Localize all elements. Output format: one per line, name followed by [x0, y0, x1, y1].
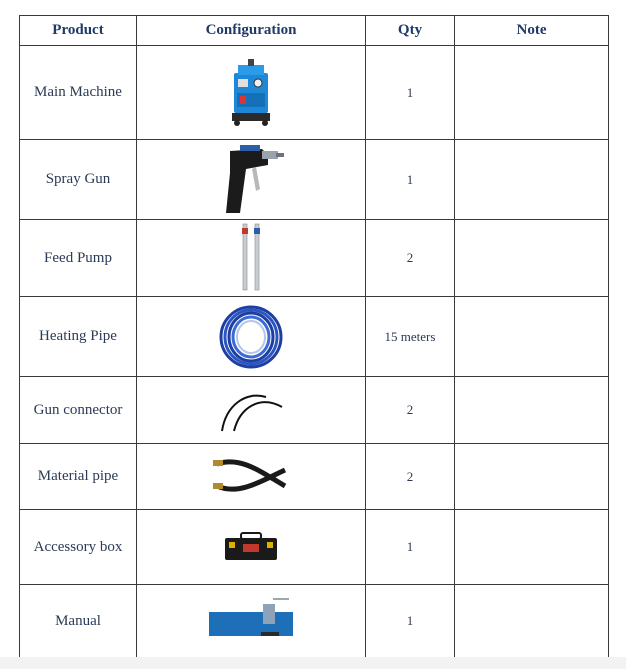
- manual-document-icon: [209, 596, 293, 646]
- header-configuration: Configuration: [137, 16, 366, 46]
- configuration-cell: [137, 585, 366, 658]
- product-cell: Main Machine: [20, 46, 137, 140]
- table-row: [20, 444, 609, 510]
- configuration-cell: [137, 297, 366, 377]
- configuration-table: [19, 15, 609, 658]
- note-cell: [455, 444, 609, 510]
- table-row: [20, 377, 609, 444]
- product-cell: Gun connector: [20, 377, 137, 444]
- note-cell: [455, 510, 609, 585]
- qty-cell: 2: [366, 220, 455, 297]
- product-cell: Accessory box: [20, 510, 137, 585]
- configuration-cell: [137, 46, 366, 140]
- hose-coil-icon: [218, 304, 284, 370]
- table-row: [20, 46, 609, 140]
- note-cell: [455, 377, 609, 444]
- table-row: [20, 297, 609, 377]
- configuration-cell: [137, 377, 366, 444]
- note-cell: [455, 46, 609, 140]
- table-row: [20, 140, 609, 220]
- material-hose-icon: [211, 452, 291, 502]
- configuration-cell: [137, 140, 366, 220]
- qty-cell: 1: [366, 140, 455, 220]
- page-footer-band: [0, 657, 626, 669]
- qty-cell: 2: [366, 444, 455, 510]
- table-row: [20, 510, 609, 585]
- table-row: [20, 220, 609, 297]
- configuration-cell: [137, 444, 366, 510]
- header-qty: Qty: [366, 16, 455, 46]
- qty-cell: 1: [366, 510, 455, 585]
- toolbox-icon: [223, 532, 279, 562]
- feed-pump-icon: [236, 222, 266, 294]
- qty-cell: 15 meters: [366, 297, 455, 377]
- qty-cell: 1: [366, 46, 455, 140]
- configuration-cell: [137, 220, 366, 297]
- product-cell: Manual: [20, 585, 137, 658]
- product-cell: Heating Pipe: [20, 297, 137, 377]
- note-cell: [455, 297, 609, 377]
- configuration-cell: [137, 510, 366, 585]
- header-note: Note: [455, 16, 609, 46]
- note-cell: [455, 220, 609, 297]
- spray-gun-icon: [216, 143, 286, 217]
- header-row: [20, 16, 609, 46]
- product-cell: Feed Pump: [20, 220, 137, 297]
- table-row: [20, 585, 609, 658]
- header-product: Product: [20, 16, 137, 46]
- qty-cell: 2: [366, 377, 455, 444]
- qty-cell: 1: [366, 585, 455, 658]
- note-cell: [455, 140, 609, 220]
- product-cell: Material pipe: [20, 444, 137, 510]
- gun-connector-cable-icon: [216, 385, 286, 435]
- spray-machine-icon: [228, 59, 274, 127]
- note-cell: [455, 585, 609, 658]
- product-cell: Spray Gun: [20, 140, 137, 220]
